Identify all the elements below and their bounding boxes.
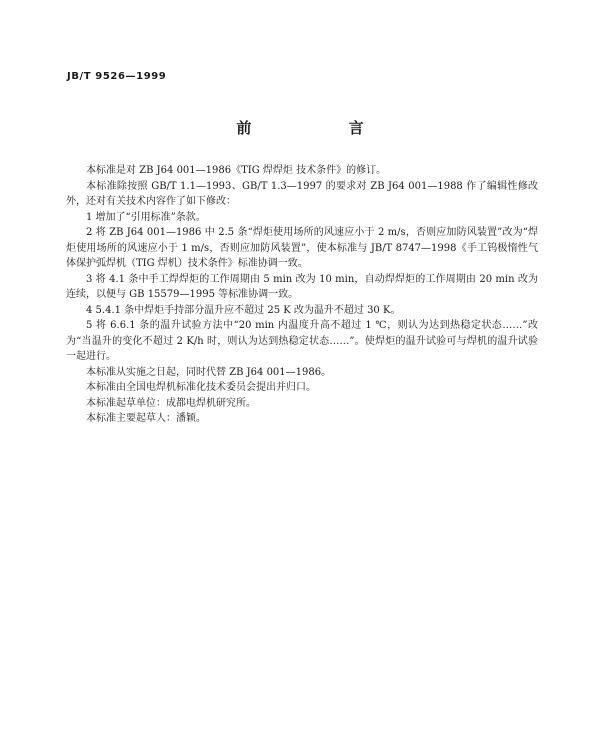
page-title: 前 言	[236, 119, 410, 137]
paragraph: 本标准主要起草人：潘颖。	[86, 413, 206, 424]
preface-body	[66, 163, 538, 427]
paragraph: 本标准从实施之日起，同时代替 ZB J64 001—1986。	[86, 366, 332, 378]
paragraph: 2 将 ZB J64 001—1986 中 2.5 条“焊炬使用场所的风速应小于 2 m/s，否则应加防风装置”改为“焊炬使用场所的风速应小于 1 m/s，否则应加防风装置”，使本标准与 JB/T 8747—1998《手工钨极惰性气体保护弧焊机（TIG 焊机）技术条件》标准协调一致。	[66, 227, 538, 269]
paragraph: 4 5.4.1 条中焊炬手持部分温升应不超过 25 K 改为温升不超过 30 K。	[86, 304, 401, 316]
paragraph: 1 增加了“引用标准”条款。	[86, 211, 206, 223]
paragraph: 本标准由全国电焊机标准化技术委员会提出并归口。	[86, 382, 316, 393]
paragraph: 3 将 4.1 条中手工焊焊炬的工作周期由 5 min 改为 10 min，自动焊焊炬的工作周期由 20 min 改为连续，以便与 GB 15579—1995 等标准协调一致。	[66, 273, 538, 300]
standard-code: JB/T 9526—1999	[67, 71, 167, 82]
paragraph: 本标准除按照 GB/T 1.1—1993、GB/T 1.3—1997 的要求对 ZB J64 001—1988 作了编辑性修改外，还对有关技术内容作了如下修改：	[66, 180, 538, 207]
paragraph: 5 将 6.6.1 条的温升试验方法中“20 min 内温度升高不超过 1 ℃，则认为达到热稳定状态……”改为“当温升的变化不超过 2 K/h 时，则认为达到热稳定状态……”。使焊炬的温升试验可与焊机的温升试验一起进行。	[66, 320, 538, 362]
paragraph: 本标准是对 ZB J64 001—1986《TIG 焊焊炬 技术条件》的修订。	[86, 165, 387, 176]
paragraph: 本标准起草单位：成都电焊机研究所。	[86, 397, 256, 409]
